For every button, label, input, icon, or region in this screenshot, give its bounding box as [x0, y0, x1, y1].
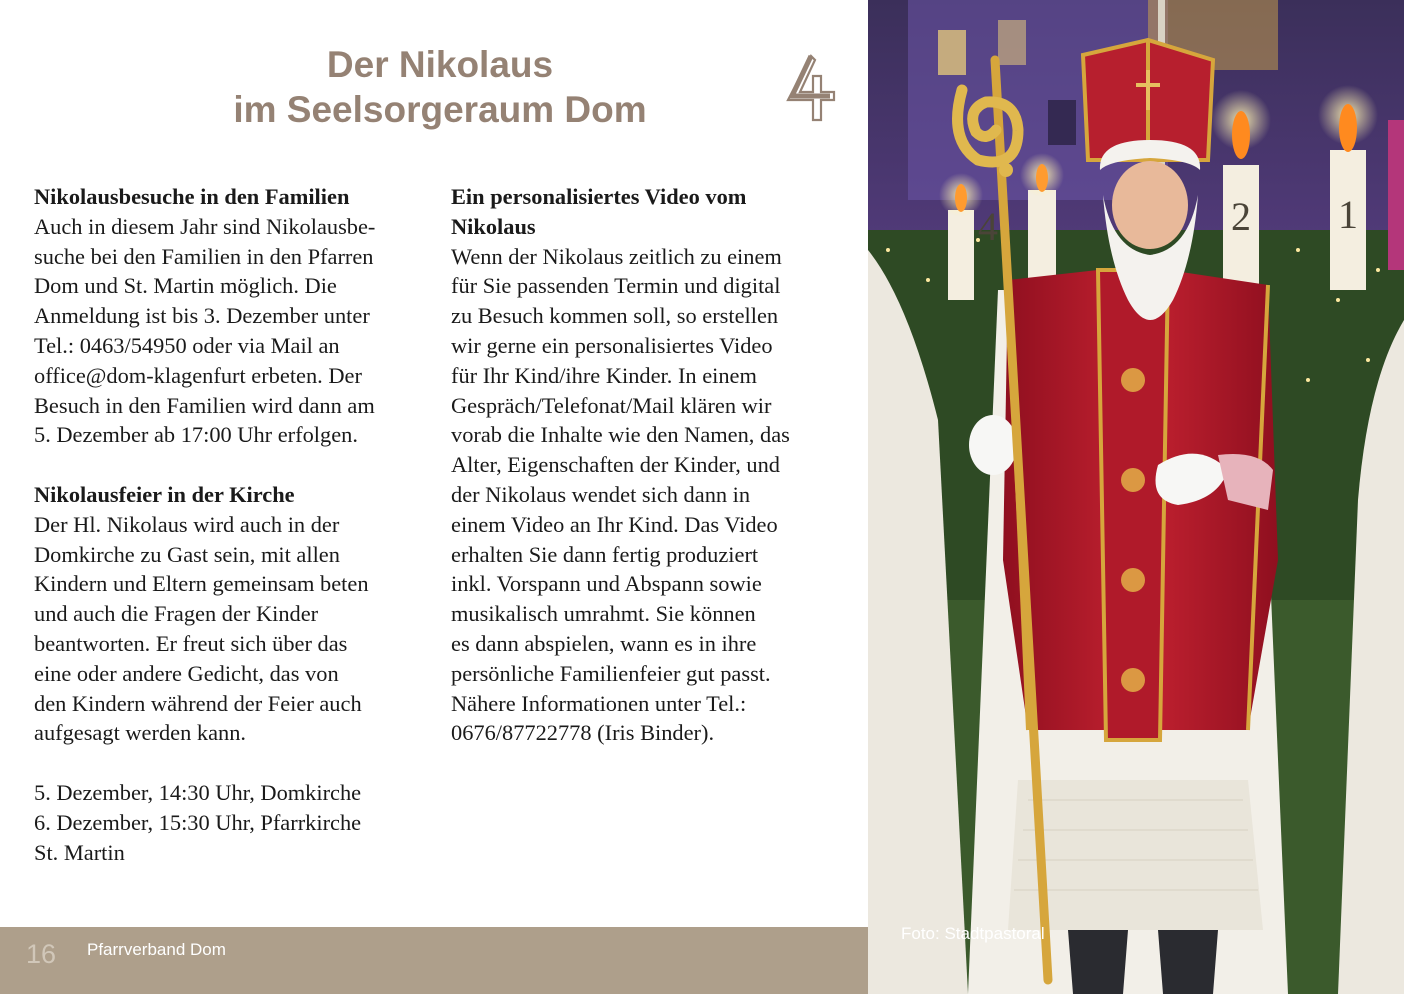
- nikolaus-photo: [868, 0, 1404, 994]
- page-title: [150, 42, 730, 132]
- section-text-family-visits: Auch in diesem Jahr sind Nikolausbe- suche bei den Familien in den Pfarren Dom und St. Martin möglich. Die Anmeldung ist bis 3. Dezember unter Tel.: 0463/54950 oder via Mail an office@dom-klagenfurt erbeten. Der Besuch in den Familien wird dann am 5. Dezember ab 17:00 Uhr erfolgen.: [34, 213, 376, 448]
- section-text-church-celebration: Der Hl. Nikolaus wird auch in der Domkirche zu Gast sein, mit allen Kindern und Eltern gemeinsam beten und auch die Fragen der Kinder beantworten. Er freut sich über das eine oder andere Gedicht, das von den Kindern während der Feier auch aufgesagt werden kann.: [34, 511, 369, 746]
- photo-illustration: [868, 0, 1404, 994]
- section-heading-video: Ein personalisiertes Video vom Nikolaus: [451, 184, 747, 239]
- cross-4-icon: [784, 52, 838, 124]
- left-column: [34, 182, 434, 867]
- photo-credit: Foto: Stadtpastoral: [901, 924, 1045, 943]
- title-line-2: im Seelsorgeraum Dom: [233, 89, 647, 130]
- right-column: [451, 182, 846, 748]
- title-line-1: Der Nikolaus: [326, 44, 554, 85]
- section-heading-family-visits: Nikolausbesuche in den Familien: [34, 184, 350, 209]
- event-date-1: 5. Dezember, 14:30 Uhr, Domkirche: [34, 779, 362, 805]
- event-date-2: 6. Dezember, 15:30 Uhr, Pfarrkirche St. Martin: [34, 809, 362, 865]
- section-text-video: Wenn der Nikolaus zeitlich zu einem für Sie passenden Termin und digital zu Besuch kommen soll, so erstellen wir gerne ein personalisiertes Video für Ihr Kind/ihre Kinder. In einem Gespräch/Telefonat/Mail klären wir vorab die Inhalte wie den Namen, das Alter, Eigenschaften der Kinder, und der Nikolaus wendet sich dann in einem Video an Ihr Kind. Das Video erhalten Sie dann fertig produziert inkl. Vorspann und Abspann sowie musikalisch umrahmt. Sie können es dann abspielen, wann es in ihre persönliche Familienfeier gut passt. Nähere Informationen unter Tel.: 0676/87722778 (Iris Binder).: [451, 243, 790, 746]
- candle-number-1: 1: [1338, 192, 1358, 237]
- candle-number-4: 4: [978, 204, 998, 249]
- page-number: 16: [26, 939, 57, 969]
- candle-number-2: 2: [1231, 194, 1251, 239]
- section-heading-church-celebration: Nikolausfeier in der Kirche: [34, 481, 295, 507]
- publication-name: Pfarrverband Dom: [87, 940, 226, 959]
